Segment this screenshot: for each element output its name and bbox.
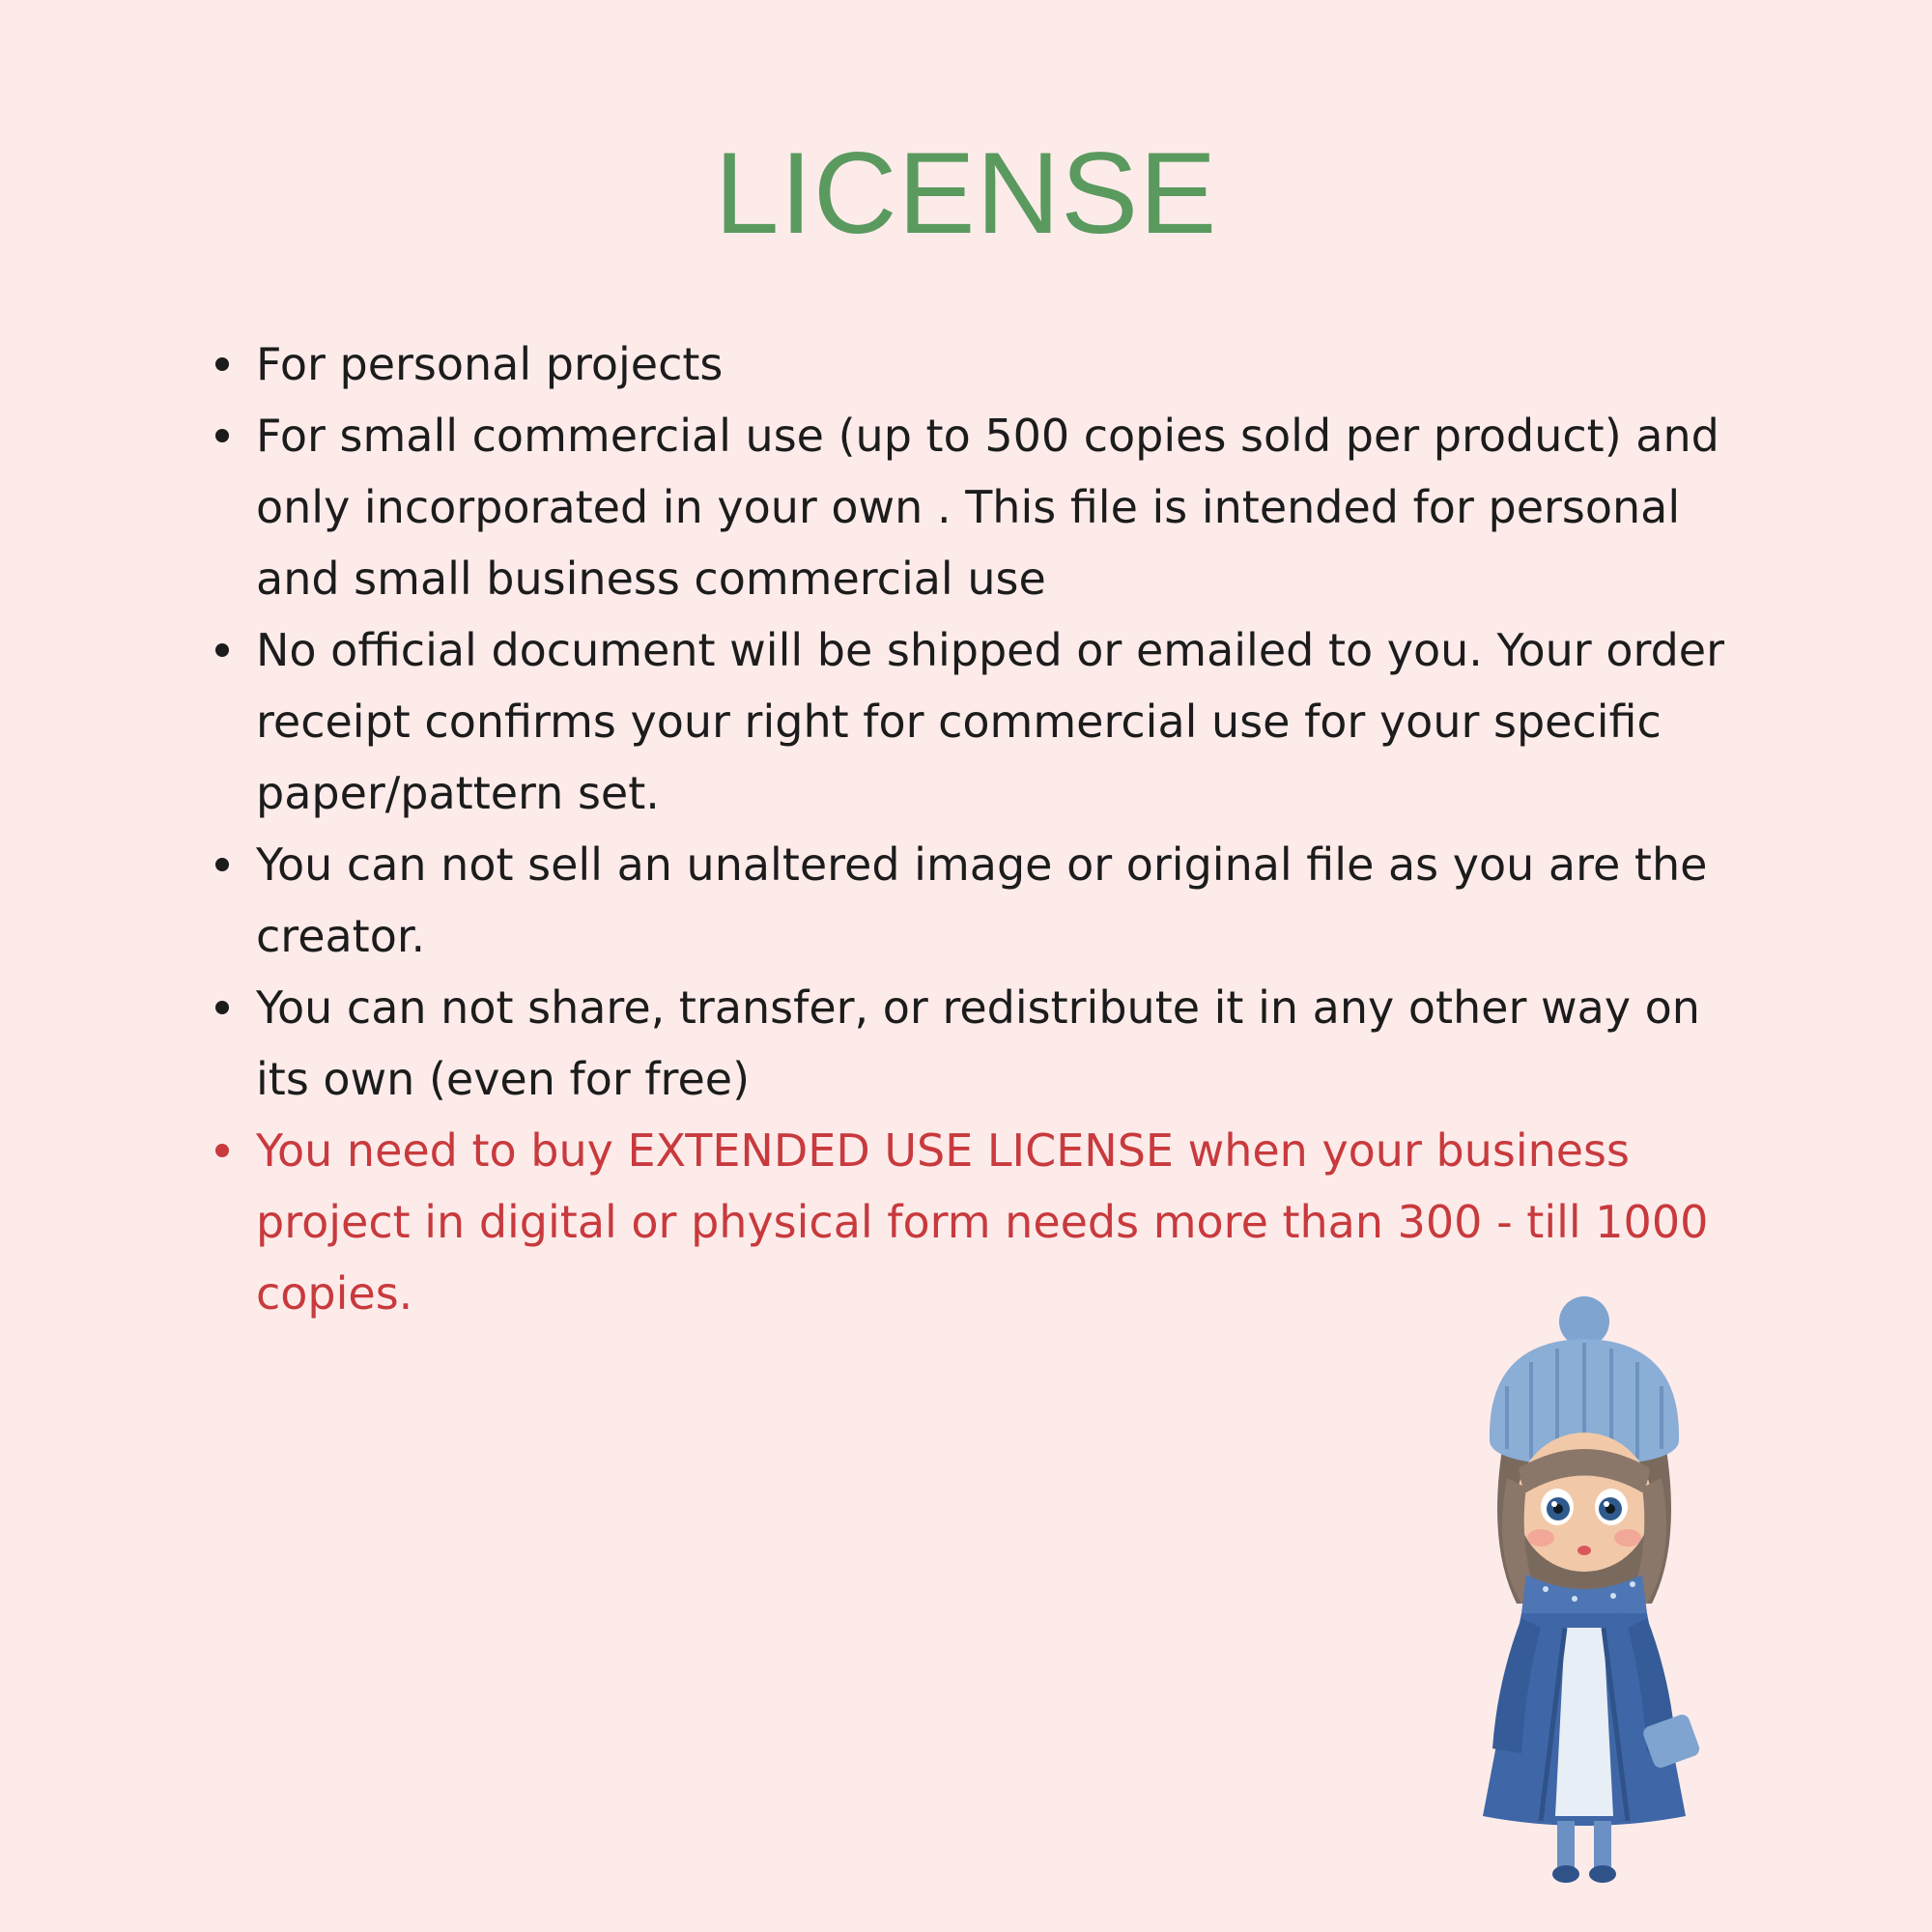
list-item-text: You can not sell an unaltered image or original file as you are the creator.	[256, 838, 1708, 962]
page-title: LICENSE	[714, 128, 1218, 258]
list-item	[256, 614, 1763, 829]
list-item	[256, 829, 1763, 972]
bullet-icon	[215, 357, 229, 371]
list-item-text: No official document will be shipped or emailed to you. Your order receipt confirms your right for commercial use for your specific paper/pattern set.	[256, 624, 1724, 819]
bullet-icon	[215, 429, 229, 442]
bullet-icon	[215, 1001, 229, 1014]
list-item-text: You can not share, transfer, or redistribute it in any other way on its own (even for free)	[256, 981, 1700, 1105]
list-item	[256, 328, 1763, 400]
bullet-icon	[215, 1144, 229, 1157]
list-item	[256, 972, 1763, 1115]
list-item-text: You need to buy EXTENDED USE LICENSE when your business project in digital or physical form needs more than 300 - till 1000 copies.	[256, 1124, 1709, 1320]
list-item-text: For personal projects	[256, 338, 724, 390]
bullet-icon	[215, 643, 229, 657]
bullet-icon	[215, 858, 229, 871]
license-terms-list	[256, 328, 1763, 1329]
list-item-text: For small commercial use (up to 500 copies sold per product) and only incorporated in your own . This file is intended for personal and small business commercial use	[256, 410, 1719, 605]
girl-in-blue-winter-coat-icon	[1449, 1294, 1719, 1893]
list-item	[256, 400, 1763, 614]
